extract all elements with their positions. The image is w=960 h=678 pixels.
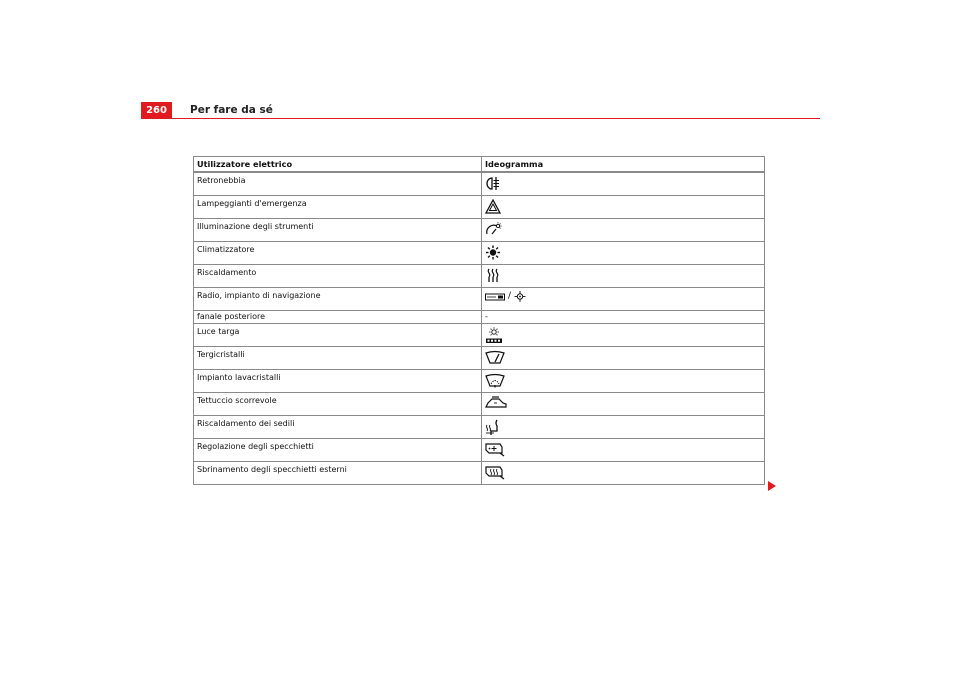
radio-icon [485, 291, 505, 302]
table-row [194, 172, 765, 195]
row-label: Climatizzatore [194, 241, 482, 264]
row-ideogram [482, 241, 765, 264]
instrument-lighting-icon [485, 222, 503, 237]
table-row [194, 287, 765, 310]
header-rule [141, 118, 820, 119]
row-ideogram [482, 461, 765, 484]
table-row [194, 218, 765, 241]
table-row [194, 461, 765, 484]
table-row [194, 310, 765, 323]
table-row [194, 323, 765, 346]
table-row [194, 346, 765, 369]
windscreen-wiper-icon [485, 350, 505, 364]
table-row [194, 392, 765, 415]
table-row [194, 241, 765, 264]
electrical-consumers-table [193, 156, 765, 485]
row-label: Luce targa [194, 323, 482, 346]
navigation-icon [514, 291, 526, 302]
row-ideogram [482, 438, 765, 461]
table-row [194, 264, 765, 287]
table-header-row [194, 157, 765, 173]
seat-heating-icon [485, 419, 501, 436]
row-label: Riscaldamento [194, 264, 482, 287]
table-row [194, 369, 765, 392]
row-label: fanale posteriore [194, 310, 482, 323]
row-ideogram [482, 264, 765, 287]
row-ideogram [482, 195, 765, 218]
row-label: Regolazione degli specchietti [194, 438, 482, 461]
row-ideogram [482, 369, 765, 392]
row-label: Impianto lavacristalli [194, 369, 482, 392]
header-ideogram: Ideogramma [482, 157, 765, 173]
page-title: Per fare da sé [190, 104, 273, 116]
row-ideogram [482, 172, 765, 195]
row-label: Retronebbia [194, 172, 482, 195]
sunroof-icon [485, 396, 507, 409]
heating-icon [485, 268, 501, 283]
table-row [194, 415, 765, 438]
continue-arrow-icon [768, 481, 776, 491]
row-label: Tettuccio scorrevole [194, 392, 482, 415]
icon-separator: / [508, 290, 512, 301]
page-number: 260 [141, 102, 172, 119]
row-label: Lampeggianti d'emergenza [194, 195, 482, 218]
row-ideogram [482, 392, 765, 415]
rear-fog-light-icon [485, 176, 501, 191]
license-plate-light-icon [485, 327, 503, 344]
row-label: Sbrinamento degli specchietti esterni [194, 461, 482, 484]
row-ideogram [482, 415, 765, 438]
row-ideogram-text: - [482, 310, 765, 323]
row-label: Tergicristalli [194, 346, 482, 369]
row-ideogram [482, 287, 765, 310]
table-row [194, 195, 765, 218]
table-row [194, 438, 765, 461]
row-label: Radio, impianto di navigazione [194, 287, 482, 310]
hazard-warning-icon [485, 199, 501, 214]
row-ideogram [482, 218, 765, 241]
row-label: Illuminazione degli strumenti [194, 218, 482, 241]
mirror-adjustment-icon [485, 442, 505, 457]
row-ideogram [482, 346, 765, 369]
header-consumer: Utilizzatore elettrico [194, 157, 482, 173]
air-conditioning-icon [485, 245, 501, 260]
row-ideogram [482, 323, 765, 346]
washer-system-icon [485, 373, 505, 388]
mirror-defrost-icon [485, 465, 505, 480]
row-label: Riscaldamento dei sedili [194, 415, 482, 438]
